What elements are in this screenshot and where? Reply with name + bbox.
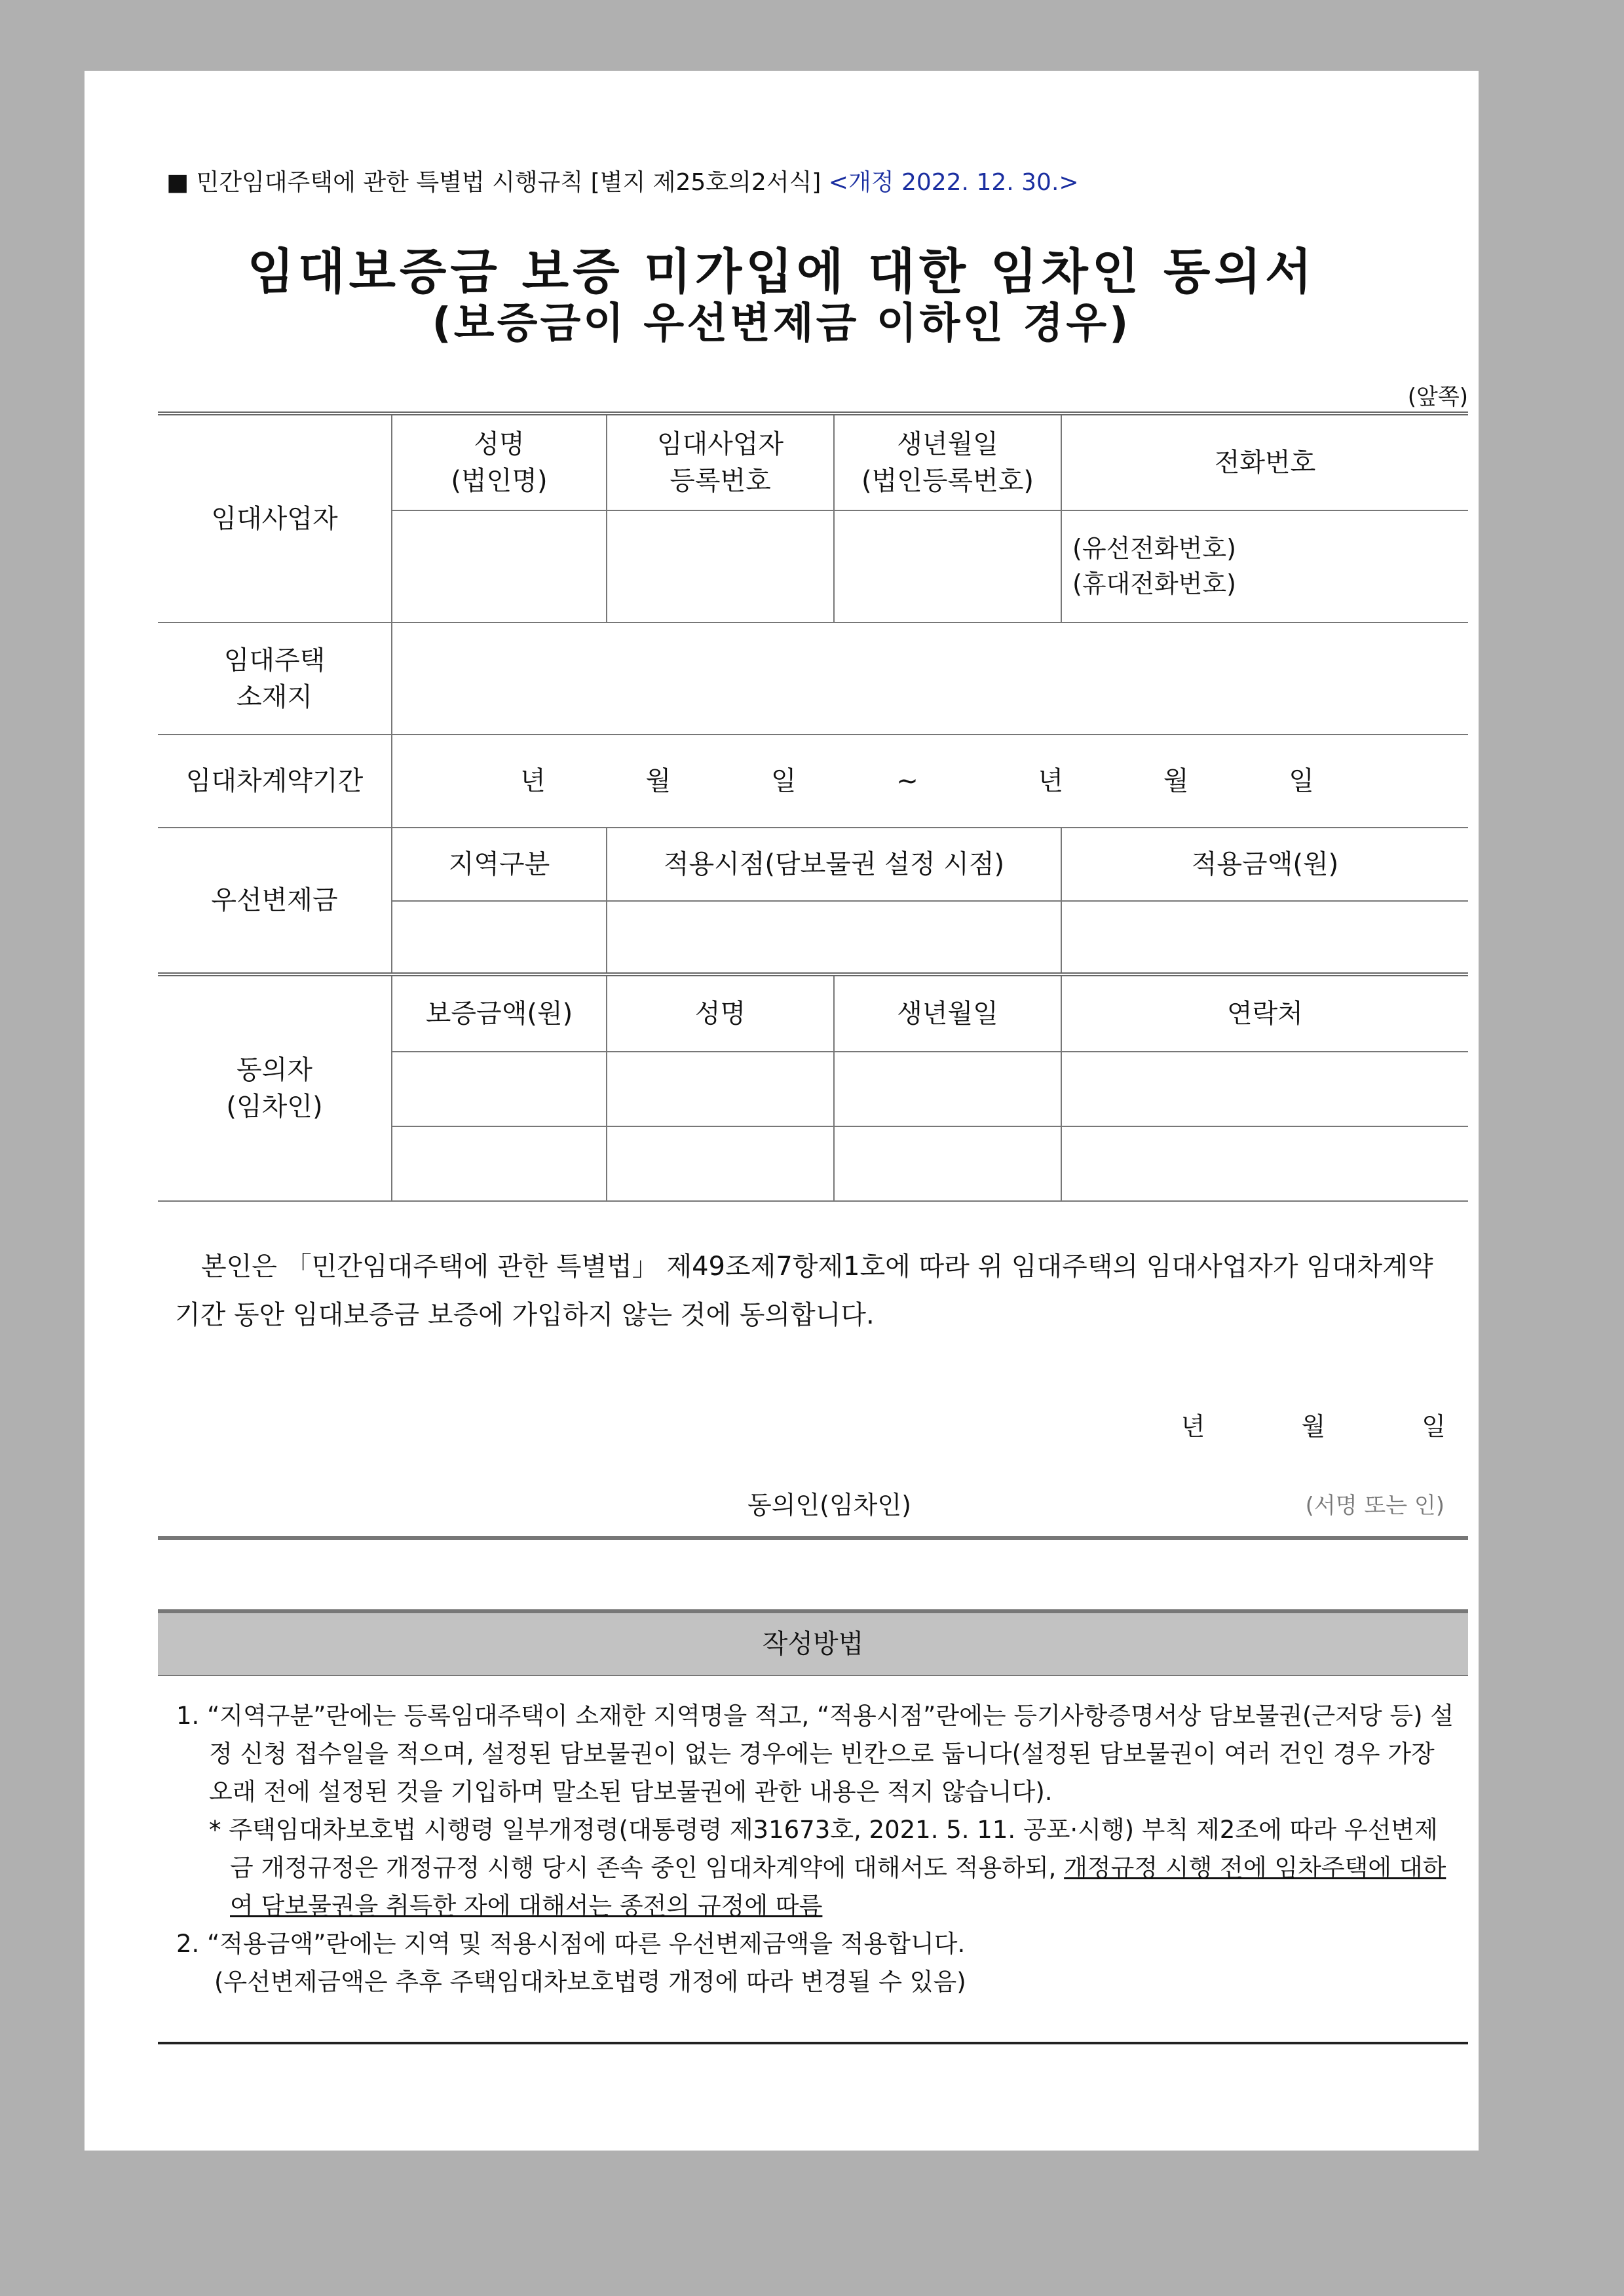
guide-item-2-sub: (우선변제금액은 추후 주택임대차보호법령 개정에 따라 변경될 수 있음) — [214, 1968, 966, 1996]
consent-statement: 본인은 「민간임대주택에 관한 특별법」 제49조제7항제1호에 따라 위 임대주택의 임대사업자가 임대차계약기간 동안 임대보증금 보증에 가입하지 않는 것에 동의합니다. — [175, 1252, 1433, 1330]
date-year: 년 — [1180, 1412, 1205, 1441]
col-name: 성명 — [474, 429, 525, 459]
deposit-field[interactable] — [392, 1126, 607, 1201]
lessor-reg-header — [607, 413, 834, 510]
consenter-name-field[interactable] — [607, 1126, 834, 1201]
lessor-phone-field[interactable] — [1061, 510, 1468, 622]
sign-date — [1181, 1406, 1446, 1442]
page-side-label: (앞쪽) — [1407, 384, 1468, 410]
mobile-phone-label: (휴대전화번호) — [1072, 569, 1236, 598]
col-reg: 임대사업자 — [656, 429, 784, 459]
law-reference: ■ 민간임대주택에 관한 특별법 시행규칙 [별지 제25호의2서식] — [166, 169, 821, 196]
lessor-birth-header — [834, 413, 1061, 510]
consenter-birth-header: 생년월일 — [834, 974, 1061, 1052]
consenter-label-line2: (임차인) — [226, 1092, 323, 1122]
house-label — [158, 622, 392, 735]
bottom-rule — [158, 2042, 1468, 2044]
consenter-label-line1: 동의자 — [236, 1055, 312, 1085]
start-month: 월 — [645, 766, 671, 796]
house-label-line1: 임대주택 — [223, 645, 326, 676]
priority-region-field[interactable] — [392, 901, 607, 974]
form-header — [166, 164, 1079, 197]
priority-amount-header: 적용금액(원) — [1061, 828, 1468, 901]
period-tilde: ~ — [896, 766, 918, 796]
consenter-name-field[interactable] — [607, 1052, 834, 1126]
lessor-name-header — [392, 413, 607, 510]
form-subtitle: (보증금이 우선변제금 이하인 경우) — [432, 299, 1131, 348]
house-label-line2: 소재지 — [236, 681, 312, 712]
guide-heading: 작성방법 — [158, 1609, 1468, 1676]
lessor-name-field[interactable] — [392, 510, 607, 622]
end-day: 일 — [1289, 766, 1314, 796]
signer-label: 동의인(임차인) — [747, 1491, 911, 1520]
priority-label: 우선변제금 — [158, 828, 392, 974]
start-year: 년 — [520, 766, 546, 796]
end-month: 월 — [1163, 766, 1189, 796]
priority-time-field[interactable] — [607, 901, 1061, 974]
guide-note — [176, 1811, 1460, 1925]
form-page — [85, 71, 1479, 2151]
priority-amount-field[interactable] — [1061, 901, 1468, 974]
period-label: 임대차계약기간 — [158, 735, 392, 828]
guide-item-2: 2. “적용금액”란에는 지역 및 적용시점에 따른 우선변제금액을 적용합니다. — [176, 1930, 966, 1958]
col-reg-sub: 등록번호 — [670, 466, 771, 496]
revision-date: <개정 2022. 12. 30.> — [828, 169, 1079, 196]
consenter-contact-field[interactable] — [1061, 1126, 1468, 1201]
col-birth-sub: (법인등록번호) — [861, 466, 1034, 496]
end-year: 년 — [1038, 766, 1064, 796]
priority-region-header: 지역구분 — [392, 828, 607, 901]
house-address-field[interactable] — [392, 622, 1468, 735]
wired-phone-label: (유선전화번호) — [1072, 534, 1236, 564]
deposit-field[interactable] — [392, 1052, 607, 1126]
lessor-reg-field[interactable] — [607, 510, 834, 622]
consenter-label — [158, 974, 392, 1201]
priority-time-header: 적용시점(담보물권 설정 시점) — [607, 828, 1061, 901]
period-field[interactable] — [392, 735, 1468, 828]
section-divider — [158, 1536, 1468, 1540]
guide-body — [176, 1697, 1460, 2001]
guide-note-text: * 주택임대차보호법 시행령 일부개정령(대통령령 제31673호, 2021. 5. 11. 공포·시행) 부칙 제2조에 따라 우선변제금 개정규정은 개정규정 시행 당시 존속 중인 임대차계약에 대해서도 적용하되, — [209, 1816, 1438, 1882]
start-day: 일 — [770, 766, 797, 796]
lessor-phone-header: 전화번호 — [1061, 413, 1468, 510]
consenter-contact-header: 연락처 — [1061, 974, 1468, 1052]
lessor-label: 임대사업자 — [158, 413, 392, 622]
lessor-table — [158, 411, 1468, 1202]
guide-item-1: 1. “지역구분”란에는 등록임대주택이 소재한 지역명을 적고, “적용시점”란에는 등기사항증명서상 담보물권(근저당 등) 설정 신청 접수일을 적으며, 설정된 담보물권이 없는 경우에는 빈칸으로 둡니다(설정된 담보물권이 여러 건인 경우 가장 오래 전에 설정된 것을 기입하며 말소된 담보물권에 관한 내용은 적지 않습니다). — [176, 1702, 1454, 1806]
signature-field[interactable]: (서명 또는 인) — [1305, 1493, 1445, 1519]
deposit-header: 보증금액(원) — [392, 974, 607, 1052]
consenter-name-header: 성명 — [607, 974, 834, 1052]
guide-note-underlined: 개정규정 시행 전에 임차주택에 대하여 담보물권을 취득한 자에 대해서는 종전의 규정에 따름 — [230, 1854, 1446, 1920]
consenter-contact-field[interactable] — [1061, 1052, 1468, 1126]
consenter-birth-field[interactable] — [834, 1052, 1061, 1126]
consenter-birth-field[interactable] — [834, 1126, 1061, 1201]
col-birth: 생년월일 — [897, 429, 998, 459]
col-name-sub: (법인명) — [451, 466, 548, 496]
form-title: 임대보증금 보증 미가입에 대한 임차인 동의서 — [247, 244, 1316, 300]
date-month: 월 — [1301, 1412, 1326, 1441]
date-day: 일 — [1422, 1412, 1446, 1441]
lessor-birth-field[interactable] — [834, 510, 1061, 622]
